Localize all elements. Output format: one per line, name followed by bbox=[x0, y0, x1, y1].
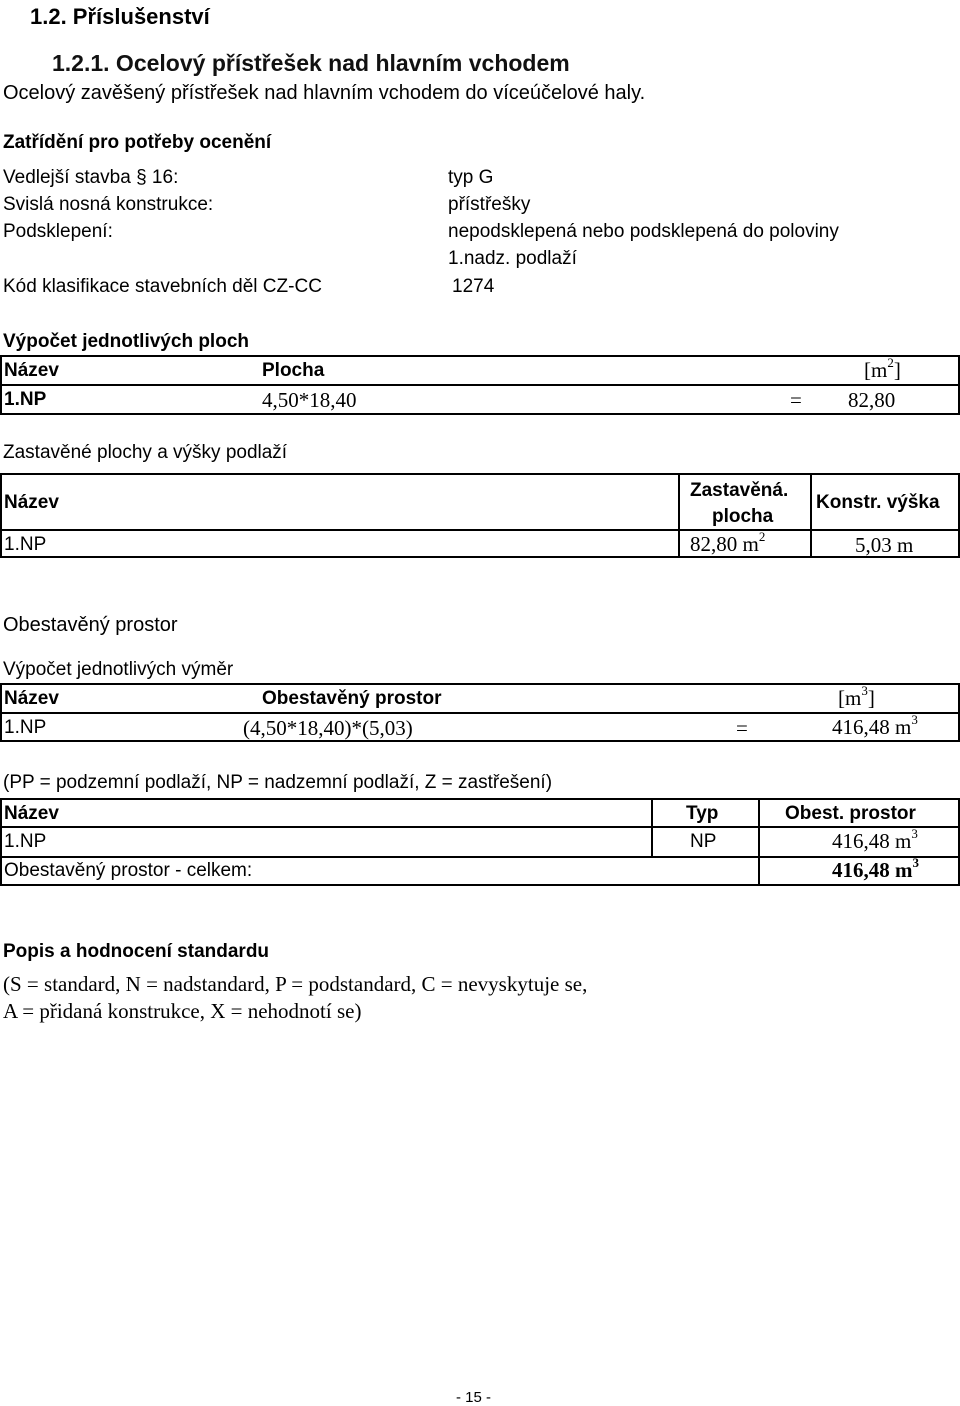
built-row-area: 82,80 $m^2$ bbox=[690, 529, 766, 556]
table-divider bbox=[810, 473, 812, 558]
table-divider bbox=[0, 529, 960, 531]
subsection-heading: 1.2.1. Ocelový přístřešek nad hlavním vchodem bbox=[52, 50, 570, 76]
summary-row-volume: 416,48 $m^3$ bbox=[832, 826, 918, 853]
section-heading: 1.2. Příslušenství bbox=[30, 4, 210, 29]
area-header-area: Plocha bbox=[262, 360, 325, 381]
table-divider bbox=[758, 798, 760, 886]
table-divider bbox=[651, 798, 653, 856]
table-divider bbox=[0, 856, 960, 858]
volume-header-name: Název bbox=[4, 688, 59, 709]
area-row-name: 1.NP bbox=[4, 389, 47, 410]
classification-value-4: 1.nadz. podlaží bbox=[448, 248, 577, 269]
page-number: - 15 - bbox=[456, 1389, 492, 1406]
volume-title: Obestavěný prostor bbox=[3, 614, 178, 636]
volume-row-eq: = bbox=[736, 716, 748, 740]
volume-row-formula: (4,50*18,40)*(5,03) bbox=[243, 716, 413, 740]
area-row-value: 82,80 bbox=[848, 388, 896, 412]
area-header-unit: $[m^2]$ bbox=[864, 355, 901, 382]
classification-value-2: přístřešky bbox=[448, 194, 531, 215]
built-header-area-line2: plocha bbox=[712, 506, 774, 527]
area-row-formula: 4,50*18,40 bbox=[262, 388, 357, 412]
classification-title: Zatřídění pro potřeby ocenění bbox=[3, 132, 272, 153]
area-calc-title: Výpočet jednotlivých ploch bbox=[3, 331, 249, 352]
summary-legend: (PP = podzemní podlaží, NP = nadzemní podlaží, Z = zastřešení) bbox=[3, 772, 553, 793]
volume-row-name: 1.NP bbox=[4, 717, 47, 738]
standard-title: Popis a hodnocení standardu bbox=[3, 941, 270, 962]
table-divider bbox=[0, 384, 960, 386]
area-header-name: Název bbox=[4, 360, 59, 381]
summary-header-type: Typ bbox=[686, 803, 719, 824]
built-header-name: Název bbox=[4, 492, 59, 513]
description: Ocelový zavěšený přístřešek nad hlavním vchodem do víceúčelové haly. bbox=[3, 82, 646, 104]
built-header-height: Konstr. výška bbox=[816, 492, 940, 513]
built-area-title: Zastavěné plochy a výšky podlaží bbox=[3, 442, 288, 463]
volume-row-value: 416,48 $m^3$ bbox=[832, 712, 918, 739]
table-divider bbox=[678, 473, 680, 558]
classification-value-1: typ G bbox=[448, 167, 494, 188]
classification-label-5: Kód klasifikace stavebních děl CZ-CC bbox=[3, 276, 322, 297]
area-row-eq: = bbox=[790, 388, 802, 412]
classification-label-1: Vedlejší stavba § 16: bbox=[3, 167, 179, 188]
volume-header-unit: $[m^3]$ bbox=[838, 683, 875, 710]
summary-header-name: Název bbox=[4, 803, 59, 824]
standard-line-2: A = přidaná konstrukce, X = nehodnotí se) bbox=[3, 999, 362, 1023]
summary-header-volume: Obest. prostor bbox=[785, 803, 916, 824]
built-row-height: 5,03 m bbox=[855, 533, 914, 557]
built-row-name: 1.NP bbox=[4, 534, 47, 555]
volume-header-volume: Obestavěný prostor bbox=[262, 688, 442, 709]
classification-value-3: nepodsklepená nebo podsklepená do poloviny bbox=[448, 221, 839, 242]
volume-subtitle: Výpočet jednotlivých výměr bbox=[3, 659, 234, 680]
classification-label-3: Podsklepení: bbox=[3, 221, 113, 242]
table-divider bbox=[0, 712, 960, 714]
summary-total-label: Obestavěný prostor - celkem: bbox=[4, 860, 253, 881]
summary-total-value: 416,48 $m^3$ bbox=[832, 855, 919, 882]
summary-row-name: 1.NP bbox=[4, 831, 47, 852]
built-header-area-line1: Zastavěná. bbox=[690, 480, 789, 501]
classification-value-5: 1274 bbox=[452, 276, 495, 297]
standard-line-1: (S = standard, N = nadstandard, P = podstandard, C = nevyskytuje se, bbox=[3, 972, 588, 996]
built-area-table bbox=[0, 473, 960, 558]
classification-label-2: Svislá nosná konstrukce: bbox=[3, 194, 214, 215]
table-divider bbox=[0, 826, 960, 828]
summary-row-type: NP bbox=[690, 831, 717, 852]
